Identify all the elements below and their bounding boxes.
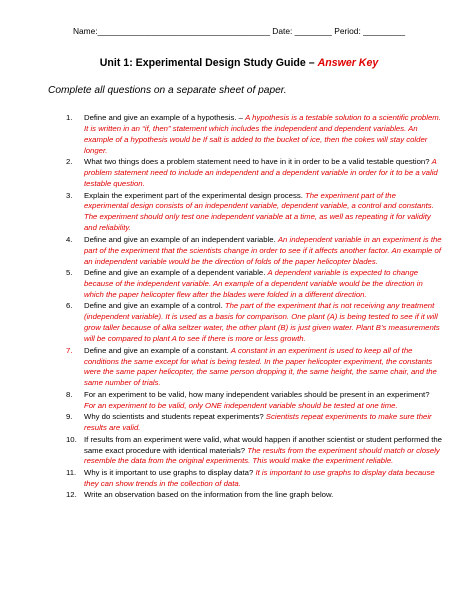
question-item <box>36 412 442 434</box>
question-number: 6. <box>66 301 73 311</box>
question-text: Define and give an example of an independent variable. <box>84 234 278 244</box>
question-item <box>36 468 442 490</box>
question-item <box>36 191 442 235</box>
question-item <box>36 490 442 501</box>
answer-text: A constant in an experiment is used to keep all of the conditions the same except for what is being tested. In the paper helicopter experiment, the constants were the same paper helicopter, the same person dropping it, the same height, the same chair, and the same number of trials. <box>84 345 437 388</box>
answer-text: For an experiment to be valid, only ONE independent variable should be tested at one time. <box>84 400 398 410</box>
question-number: 4. <box>66 234 73 244</box>
answer-text: The experiment part of the experimental design consists of an independent variable, dependent variable, a control and constants. The experiment should only test one independent variable at a time, as well as repeating it for validity and reliability. <box>84 190 434 233</box>
name-date-period-line: Name:_____________________________________ Date: ________ Period: _________ <box>72 26 406 36</box>
question-text: Define and give an example of a dependent variable. <box>84 268 268 278</box>
question-number: 11. <box>66 467 77 477</box>
question-text: For an experiment to be valid, how many independent variables should be present in an experiment? <box>84 389 430 399</box>
answer-text: A dependent variable is expected to change because of the independent variable. An example of a dependent variable would be the direction in which the paper helicopter flew after the blades were folded in a different direction. <box>84 268 423 299</box>
question-number: 5. <box>66 268 73 278</box>
question-text: Write an observation based on the information from the line graph below. <box>84 490 334 500</box>
question-item <box>36 435 442 468</box>
answer-text: The results from the experiment should match or closely resemble the data from the original experiments. This would make the experiment reliable. <box>84 445 440 466</box>
question-text: If results from an experiment were valid, what would happen if another scientist or student performed the same exact procedure with identical materials? <box>84 434 442 455</box>
question-number: 3. <box>66 190 73 200</box>
question-text: What two things does a problem statement need to have in it in order to be a valid testable question? <box>84 157 432 167</box>
question-text: Why do scientists and students repeat experiments? <box>84 412 266 422</box>
question-number: 2. <box>66 157 73 167</box>
page-title <box>36 57 442 69</box>
answer-text: A hypothesis is a testable solution to a scientific problem. It is written in an “if, then” statement which includes the independent and dependent variables. An example of a hypothesis would be If salt is added to the bucket of ice, then the cokes will stay colder longer. <box>84 113 441 155</box>
question-number: 8. <box>66 389 73 399</box>
question-item <box>36 235 442 268</box>
question-number: 10. <box>66 434 77 444</box>
instructions: Complete all questions on a separate sheet of paper. <box>48 85 287 96</box>
answer-text: Scientists repeat experiments to make sure their results are valid. <box>84 412 432 433</box>
question-text: Why is it important to use graphs to display data? <box>84 467 256 477</box>
title-main: Unit 1: Experimental Design Study Guide – <box>99 57 318 69</box>
question-text: Define and give an example of a control. <box>84 301 225 311</box>
question-text: Define and give an example of a constant. <box>84 345 231 355</box>
answer-text: An independent variable in an experiment is the part of the experiment that the scientists change in order to see if it affects another factor. An example of an independent variable would be the direction of folds of the paper helicopter blades. <box>84 234 442 266</box>
question-item <box>36 346 442 390</box>
question-list <box>36 113 442 501</box>
answer-text: A problem statement need to include an independent and a dependent variable in order for it to be a valid testable question. <box>84 157 438 189</box>
question-item <box>36 157 442 190</box>
question-item <box>36 301 442 345</box>
question-item <box>36 268 442 301</box>
question-number: 1. <box>66 113 73 122</box>
question-item <box>36 390 442 412</box>
question-item <box>36 113 442 157</box>
question-text: Define and give an example of a hypothesis. – <box>84 113 246 122</box>
question-text: Explain the experiment part of the experimental design process. <box>84 190 305 200</box>
answer-key-label: Answer Key <box>317 57 379 69</box>
question-number: 12. <box>66 490 77 500</box>
question-number: 9. <box>66 412 73 422</box>
answer-text: It is important to use graphs to display data because they can show trends in the collection of data. <box>84 467 435 488</box>
answer-text: The part of the experiment that is not receiving any treatment (independent variable). It is used as a basis for comparison. One plant (A) is being tested to see if it will grow taller because of alka seltzer water, the other plant (B) is just given water. Plant B’s measurements will be compared to plant A to see if there is more or less growth. <box>84 301 440 344</box>
question-number: 7. <box>66 345 73 355</box>
